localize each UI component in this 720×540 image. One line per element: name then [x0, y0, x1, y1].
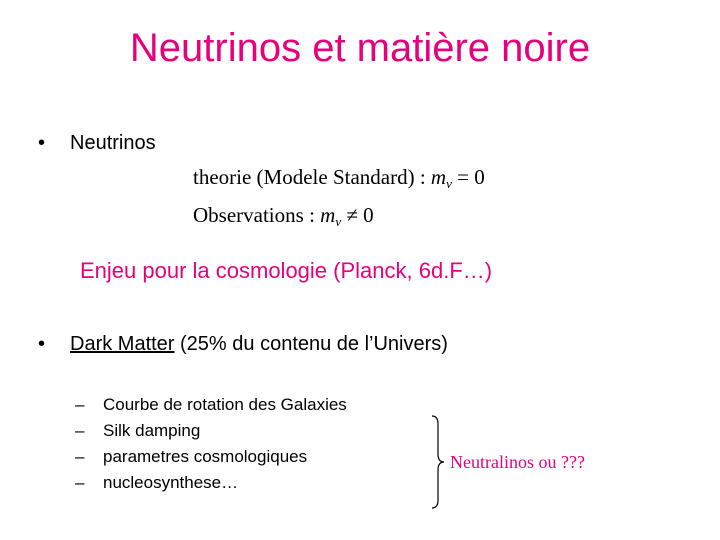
slide-title: Neutrinos et matière noire	[129, 26, 591, 70]
neutralinos-label: Neutralinos ou ???	[450, 452, 585, 472]
equation-text: theorie (Modele Standard) :	[193, 165, 431, 189]
list-item-label: nucleosynthese…	[103, 473, 239, 492]
dash-marker: –	[75, 395, 85, 414]
dark-matter-label: Dark Matter	[70, 333, 175, 355]
equation-relation: = 0	[451, 165, 485, 189]
list-item	[75, 418, 347, 444]
bullet-marker: •	[38, 333, 46, 355]
list-item	[75, 444, 347, 470]
nu-subscript: ν	[446, 176, 452, 191]
nu-subscript: ν	[335, 214, 342, 229]
equation-text: Observations :	[193, 203, 321, 227]
list-item	[75, 470, 347, 496]
list-item-label: Courbe de rotation des Galaxies	[103, 395, 347, 414]
bullet-marker: •	[38, 132, 46, 154]
bullet-neutrinos	[38, 132, 156, 155]
mass-symbol: m	[320, 203, 336, 227]
dark-matter-detail: (25% du contenu de l’Univers)	[174, 333, 448, 355]
equation-relation: ≠ 0	[341, 203, 374, 227]
bullet-label: Neutrinos	[70, 132, 156, 154]
mass-symbol: m	[430, 165, 447, 189]
list-item-label: Silk damping	[103, 421, 201, 440]
dash-marker: –	[75, 421, 85, 440]
equation-observations	[193, 203, 374, 230]
list-item	[75, 392, 347, 418]
bullet-dark-matter	[38, 333, 448, 356]
cosmology-stakes-text: Enjeu pour la cosmologie (Planck, 6d.F…)	[80, 258, 493, 283]
list-item-label: parametres cosmologiques	[103, 447, 308, 466]
evidence-list	[75, 392, 347, 496]
dash-marker: –	[75, 447, 85, 466]
equation-theory	[193, 165, 485, 192]
right-brace	[430, 414, 446, 510]
dash-marker: –	[75, 473, 85, 492]
